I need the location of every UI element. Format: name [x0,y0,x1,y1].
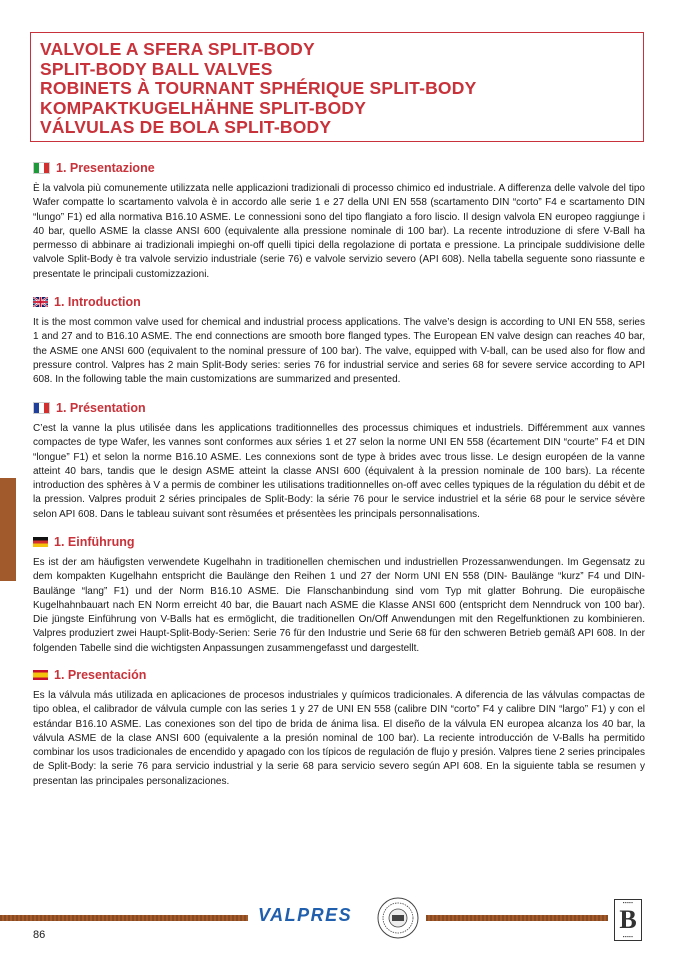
footer-bar-right [426,915,608,921]
title-line-de: KOMPAKTKUGELHÄHNE SPLIT-BODY [40,97,367,118]
section-title: 1. Introduction [54,295,141,309]
section-body: C’est la vanne la plus utilisée dans les applications traditionnelles des processus chimiques et industriels. Différemment aux vannes compactes de type Wafer, les vannes sont conformes aux séries 1 et 27 selon la norme UNI EN 558 (écartement DIN “courte” F4 et DIN “longue” F1) et selon la norme B16.10 ASME. Les connexions sont de type à brides avec trous lisse. Le design européen de la vanne atteint 40 bars, tandis que le design ASME atteint la classe ANSI 600 (équivalent à la pression nominale de 100 bars). La récente introduction des sphères à V a permis de combiner les utilisations traditionnelles on-off avec celles typiques de la régulation du débit et de la pression. Valpres produit 2 séries principales de Split-Body: la série 76 pour le service industriel et la série 68 pour le service sévère selon API 608. Dans le tableau suivant sont rèsumées et présentèes les principals personnalisations. [33,423,645,520]
spain-flag-icon [33,670,48,680]
title-box [30,32,644,142]
title-line-en: SPLIT-BODY BALL VALVES [40,58,273,79]
side-tab-marker [0,478,16,581]
france-flag-icon [33,402,50,414]
certification-seal-icon [377,897,419,939]
section-body: It is the most common valve used for chemical and industrial process applications. The valve’s design is according to UNI EN 558, series 1 and 27 and to B16.10 ASME. The end connections are smooth bore flanged types. The European EN valve design can reaches 40 bar, the ASME one ANSI 600 (equivalent to the nominal pressure of 100 bar). The valve, equipped with V-ball, can be used also for flow and pressure control. Valpres has 2 main Split-Body series: series 76 for industrial service and series 68 for severe service according to API 608. In the following table the main customizations are summarized and presented. [33,317,645,386]
section-body: Es la válvula más utilizada en aplicaciones de procesos industriales y químicos tradicionales. A diferencia de las válvulas compactas de tipo oblea, el calibrador de válvula cumple con las series 1 y 27 de UNI EN 558 (calibre DIN “corto” F4 y calibre DIN “largo” F1) y con el estándar B16.10 ASME. Las conexiones son del tipo de brida de ánima lisa. El diseño de la válvula EN europea alcanza los 40 bar, la válvula ASME de la clase ANSI 600 (equivalente a la presión nominal de 100 bar). La reciente introducción de V-Balls ha permitido combinar los usos tradicionales de encendido y apagado con los típicos de regulación de flujo y presión. Valpres tiene 2 series principales de Split-Body: la serie 76 para servicio industrial y la serie 68 para servicio severo según API 608. En la siguiente tabla se resumen y presentan las principales personalizaciones. [33,690,645,787]
page-number: 86 [33,929,46,941]
section-spanish [33,667,645,789]
section-body: Es ist der am häufigsten verwendete Kugelhahn in traditionellen chemischen und industriellen Prozessanwendungen. Im Gegensatz zu dem kompakten Kugelhahn entspricht die Baulänge den Reihen 1 und 27 der Norm UNI EN 558 (DIN- Baulänge “kurz” F4 und DIN- Baulänge “lang” F1) und der Norm B16.10 ASME. Die Flanschanbindung sind vom Typ mit glatter Bohrung. Die europäische Kugelhahnbauart nach EN Norm erreicht 40 bar, die Bauart nach ASME die Klasse ANSI 600 (entspricht dem Nenndruck von 100 bar). Die jüngste Einführung von V-Balls hat es ermöglicht, die traditionellen On/Off Anwendungen mit den Regelfunktionen zu kombinieren. Valpres produziert zwei Haupt-Split-Body-Serien: Serie 76 für den Industrie und Serie 68 für den schweren Betrieb gemäß API 608. In der folgenden Tabelle sind die wichtigsten Anpassungen zusammengefasst und dargestellt. [33,557,645,654]
footer-bar-left [0,915,248,921]
section-body: È la valvola più comunemente utilizzata nelle applicazioni tradizionali di processo chimico ed industriale. A differenza delle valvole del tipo Wafer compatte lo scartamento valvola è in accordo alle serie 1 e 27 della UNI EN 558 (scartamento DIN “corto” F4 e scartamento DIN “lungo” F1) ed alla normativa B16.10 ASME. Le connessioni sono del tipo flangiato a foro liscio. Il design valvola EN europeo raggiunge i 40 bar, quello ASME la classe ANSI 600 (equivalente alla pressione nominale di 100 bar). La recente introduzione di sfere V-Ball ha permesso di abbinare ai tradizionali impieghi on-off quelli tipici della regolazione di portata e pressione. La principale suddivisione delle valvole Split-Body è tra valvole servizio industriale (serie 76) e valvole servizio severo (API 608). Nella tabella seguente sono riassunte e presentate le principali customizzazioni. [33,183,645,280]
section-title: 1. Presentazione [56,161,155,175]
title-line-it: VALVOLE A SFERA SPLIT-BODY [40,39,315,59]
section-english [33,294,645,387]
italy-flag-icon [33,162,50,174]
section-german [33,534,645,656]
title-line-fr: ROBINETS À TOURNANT SPHÉRIQUE SPLIT-BODY [40,78,477,98]
title-line-es: VÁLVULAS DE BOLA SPLIT-BODY [40,117,332,137]
section-italian [33,160,645,282]
section-french [33,400,645,522]
bonomi-group-logo-icon: ▪▪▪▪▪ B ▪▪▪▪▪ [614,899,642,941]
valpres-logo: VALPRES [258,905,353,925]
section-title: 1. Presentación [54,668,147,682]
uk-flag-icon [33,297,48,307]
section-title: 1. Einführung [54,535,135,549]
germany-flag-icon [33,537,48,547]
section-title: 1. Présentation [56,401,146,415]
